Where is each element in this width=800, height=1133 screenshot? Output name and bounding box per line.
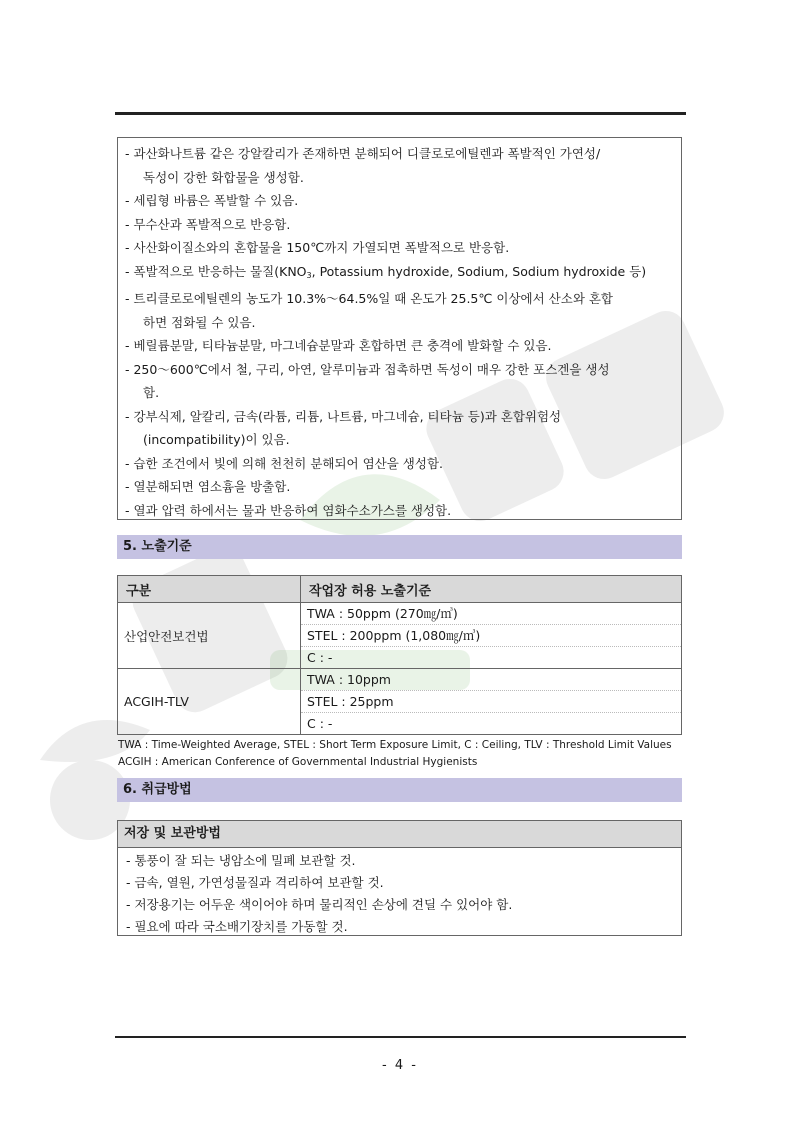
hazard-item: - 과산화나트륨 같은 강알칼리가 존재하면 분해되어 디클로로에틸렌과 폭발적인 가연성/ xyxy=(125,146,601,161)
limit-value: STEL : 200ppm (1,080㎎/㎥) xyxy=(301,625,681,647)
row-category: ACGIH-TLV xyxy=(118,669,301,735)
table-row xyxy=(118,603,682,669)
hazard-item: - 습한 조건에서 빛에 의해 천천히 분해되어 염산을 생성함. xyxy=(125,455,443,471)
storage-list xyxy=(118,848,681,940)
exposure-limits-table xyxy=(117,575,682,735)
hazard-item-cont: 독성이 강한 화합물을 생성함. xyxy=(143,169,304,185)
hazard-item: - 강부식제, 알칼리, 금속(라튬, 리튬, 나트륨, 마그네슘, 티타늄 등)과 혼합위험성 xyxy=(125,408,562,424)
hazard-item: - 베릴륨분말, 티타늄분말, 마그네슘분말과 혼합하면 큰 충격에 발화할 수 있음. xyxy=(125,338,552,353)
hazard-item: - 무수산과 폭발적으로 반응함. xyxy=(125,216,291,232)
table-header-row xyxy=(118,576,682,603)
section-6-heading: 6. 취급방법 xyxy=(117,778,682,802)
hazard-item-subscript: 3 xyxy=(306,270,312,280)
hazard-item-text: , Potassium hydroxide, Sodium, Sodium hydroxide 등) xyxy=(311,263,647,279)
hazard-list xyxy=(125,142,671,522)
storage-item: - 저장용기는 어두운 색이어야 하며 물리적인 손상에 견딜 수 있어야 함. xyxy=(126,897,513,912)
hazard-item: - 열과 압력 하에서는 물과 반응하여 염화수소가스를 생성함. xyxy=(125,502,452,518)
hazard-item-cont: (incompatibility)이 있음. xyxy=(143,432,290,447)
row-category: 산업안전보건법 xyxy=(118,603,301,669)
hazard-reactivity-box xyxy=(117,137,682,520)
header-rule xyxy=(115,112,686,115)
footnote-abbreviations: TWA : Time-Weighted Average, STEL : Short Term Exposure Limit, C : Ceiling, TLV : Threshold Limit Values xyxy=(118,739,672,751)
section-5-heading: 5. 노출기준 xyxy=(117,535,682,559)
hazard-item: - 세립형 바륨은 폭발할 수 있음. xyxy=(125,193,299,208)
hazard-item-text: - 폭발적으로 반응하는 물질(KNO xyxy=(125,263,307,279)
storage-heading: 저장 및 보관방법 xyxy=(118,821,681,848)
limit-value: TWA : 50ppm (270㎎/㎥) xyxy=(301,603,681,625)
hazard-item: - 트리클로로에틸렌의 농도가 10.3%～64.5%일 때 온도가 25.5℃ 이상에서 산소와 혼합 xyxy=(125,291,614,306)
footnote-acgih: ACGIH : American Conference of Governmental Industrial Hygienists xyxy=(118,756,478,768)
storage-item: - 통풍이 잘 되는 냉암소에 밀폐 보관할 것. xyxy=(126,853,356,868)
hazard-item: - 250～600℃에서 철, 구리, 아연, 알루미늄과 접촉하면 독성이 매우 강한 포스겐을 생성 xyxy=(125,361,610,377)
hazard-item xyxy=(125,260,671,288)
page-number: - 4 - xyxy=(382,1058,418,1073)
row-values xyxy=(301,669,682,735)
footer-rule xyxy=(115,1036,686,1038)
hazard-item: - 열분해되면 염소흄을 방출함. xyxy=(125,479,291,494)
storage-box xyxy=(117,820,682,936)
storage-item: - 금속, 열원, 가연성물질과 격리하여 보관할 것. xyxy=(126,875,384,890)
limit-value: TWA : 10ppm xyxy=(301,669,681,691)
limit-value: STEL : 25ppm xyxy=(301,691,681,713)
hazard-item: - 사산화이질소와의 혼합물을 150℃까지 가열되면 폭발적으로 반응함. xyxy=(125,240,510,255)
hazard-item-cont: 하면 점화될 수 있음. xyxy=(143,314,256,330)
row-values xyxy=(301,603,682,669)
hazard-item-cont: 함. xyxy=(143,385,160,400)
table-row xyxy=(118,669,682,735)
col-header-category: 구분 xyxy=(118,576,301,603)
storage-item: - 필요에 따라 국소배기장치를 가동할 것. xyxy=(126,919,348,934)
col-header-limits: 작업장 허용 노출기준 xyxy=(301,576,682,603)
limit-value: C : - xyxy=(307,650,333,665)
limit-value: C : - xyxy=(307,716,333,731)
